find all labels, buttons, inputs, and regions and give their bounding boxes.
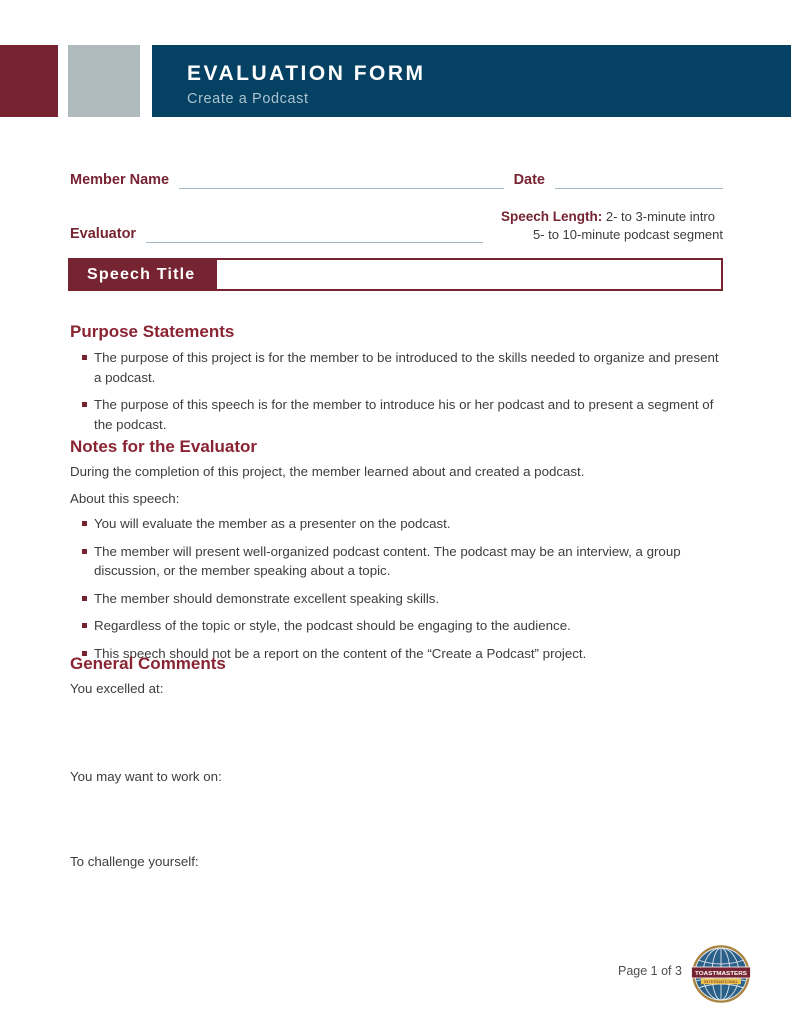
member-date-row xyxy=(70,172,723,189)
gray-accent-square xyxy=(68,45,140,117)
bullet-square-icon xyxy=(82,596,87,601)
bullet-square-icon xyxy=(82,521,87,526)
notes-intro: During the completion of this project, the member learned about and created a podcast. xyxy=(70,464,585,479)
list-item: The member should demonstrate excellent speaking skills. xyxy=(82,589,723,609)
speech-title-input[interactable] xyxy=(217,260,721,289)
speech-title-label: Speech Title xyxy=(70,260,217,289)
prompt-challenge: To challenge yourself: xyxy=(70,854,199,869)
general-comments-heading: General Comments xyxy=(70,654,226,673)
speech-length-block xyxy=(501,208,723,243)
notes-bullet-list xyxy=(82,514,723,671)
list-item: You will evaluate the member as a presenter on the podcast. xyxy=(82,514,723,534)
prompt-work-on: You may want to work on: xyxy=(70,769,222,784)
bullet-square-icon xyxy=(82,355,87,360)
list-item: Regardless of the topic or style, the podcast should be engaging to the audience. xyxy=(82,616,723,636)
speech-length-value2: 5- to 10-minute podcast segment xyxy=(532,227,723,242)
title-bar xyxy=(152,45,791,117)
toastmasters-logo xyxy=(691,944,751,1004)
speech-length-line1 xyxy=(501,208,723,225)
member-name-label: Member Name xyxy=(70,172,170,188)
about-speech-label: About this speech: xyxy=(70,491,180,506)
notes-heading: Notes for the Evaluator xyxy=(70,437,258,456)
bullet-square-icon xyxy=(82,402,87,407)
purpose-bullet-list xyxy=(82,348,723,442)
purpose-heading: Purpose Statements xyxy=(70,322,235,341)
prompt-excelled: You excelled at: xyxy=(70,681,164,696)
list-item: This speech should not be a report on the content of the “Create a Podcast” project. xyxy=(82,644,723,664)
member-name-field[interactable] xyxy=(179,173,503,189)
date-field[interactable] xyxy=(555,173,723,189)
page-number: Page 1 of 3 xyxy=(618,964,682,978)
list-item: The purpose of this project is for the member to be introduced to the skills needed to organize and present a podcast. xyxy=(82,348,723,387)
list-item: The purpose of this speech is for the member to introduce his or her podcast and to present a segment of the podcast. xyxy=(82,395,723,434)
logo-wordmark: TOASTMASTERS xyxy=(695,971,748,977)
form-title: EVALUATION FORM xyxy=(187,62,426,85)
header-band xyxy=(0,45,791,117)
form-subtitle: Create a Podcast xyxy=(187,91,309,107)
speech-length-value1: 2- to 3-minute intro xyxy=(605,209,715,224)
list-item: The member will present well-organized podcast content. The podcast may be an interview, a group discussion, or the member speaking about a topic. xyxy=(82,542,723,581)
logo-subwordmark: INTERNATIONAL xyxy=(704,980,739,984)
bullet-square-icon xyxy=(82,549,87,554)
date-label: Date xyxy=(513,172,545,188)
bullet-square-icon xyxy=(82,623,87,628)
speech-title-bar xyxy=(68,258,723,291)
evaluator-field[interactable] xyxy=(146,227,483,243)
speech-length-label: Speech Length: xyxy=(501,209,603,224)
evaluator-row xyxy=(70,208,723,243)
evaluator-label: Evaluator xyxy=(70,226,137,242)
maroon-accent-square xyxy=(0,45,58,117)
